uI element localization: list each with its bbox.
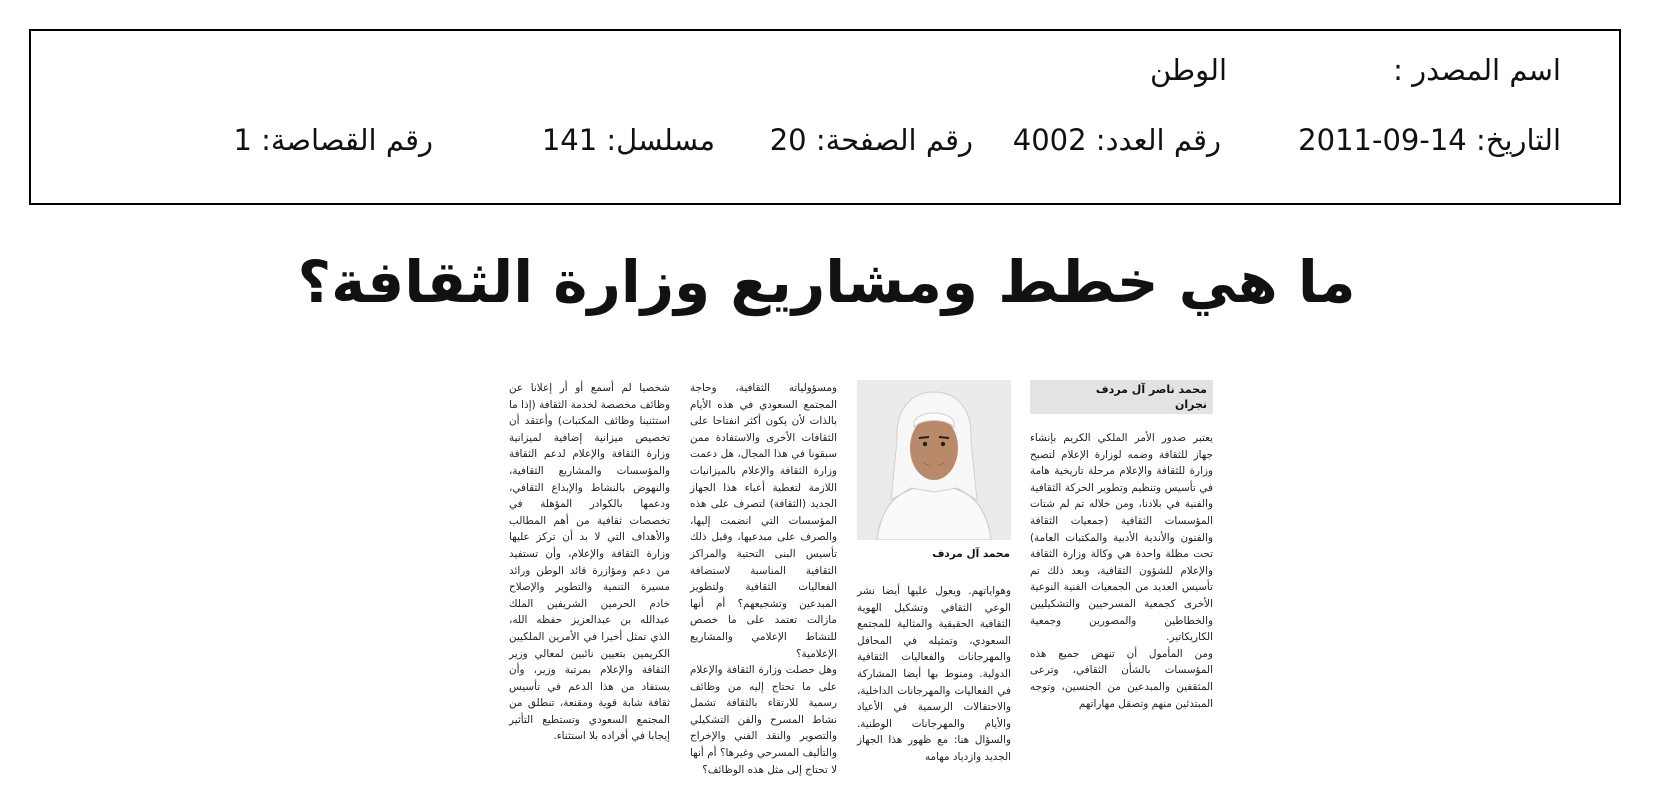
paragraph: ومسؤولياته الثقافية، وحاجة المجتمع السعودي في هذه الأيام بالذات لأن يكون أكثر انفتاحا على الثقافات الأخرى والاستفادة ممن سبقونا في هذا المجال، هل دعمت وزارة الثقافة والإعلام بالميزانيات اللازمة لتغطية أعباء هذا الجهاز الجديد (الثقافة) لتصرف على هذه المؤسسات التي انضمت إليها، والصرف على مبدعيها، وقبل ذلك تأسيس البنى التحتية والمراكز الثقافية المناسبة لاستضافة الفعاليات الثقافية ولتطوير المبدعين وتشجيعهم؟ أم أنها مازالت تعتمد على ما خصص للنشاط الإعلامي والمشاريع الإعلامية؟ xyxy=(690,382,837,660)
author-photo xyxy=(857,380,1011,540)
source-metadata-box xyxy=(29,29,1621,205)
paragraph: شخصيا لم أسمع أو أر إعلانا عن وظائف مخصصة لخدمة الثقافة (إذا ما استثنينا وظائف المكتبات) وأعتقد أن تخصيص ميزانية إضافية لميزانية وزارة الثقافة والإعلام لدعم الثقافة والمؤسسات والمشاريع الثقافية، والنهوض بالنشاط والإبداع الثقافي، ودعمها بالكوادر المؤهلة في تخصصات ثقافية من أهم المطالب والأهداف التي لا بد أن تركز عليها وزارة الثقافة والإعلام، وأن تستفيد من دعم ومؤازرة قائد الوطن ورائد مسيرة التنمية والتطوير والإصلاح خادم الحرمين الشريفين الملك عبدالله بن عبدالعزيز حفظه الله، الذي تمثل أخيرا في الأمرين الملكيين الكريمين بتعيين نائبين لمعالي وزير الثقافة والإعلام بمرتبة وزير، وأن يستفاد من هذا الدعم في تأسيس ثقافة شابة قوية ومقنعة، تنطلق من المجتمع السعودي وتستطيع التأثير إيجابا في أفراده بلا استثناء. xyxy=(509,382,670,743)
serial-field: مسلسل: 141 xyxy=(541,123,715,157)
issue-number-field: رقم العدد: 4002 xyxy=(1012,123,1221,157)
source-value: الوطن xyxy=(1149,53,1227,87)
article-column-4 xyxy=(509,380,670,745)
article-column-2 xyxy=(857,583,1011,766)
date-field: التاريخ: 14-09-2011 xyxy=(1298,123,1561,157)
author-name: محمد ناصر آل مردف xyxy=(1095,383,1207,396)
clip-number-field: رقم القصاصة: 1 xyxy=(233,123,433,157)
article-column-3 xyxy=(690,380,837,778)
photo-caption: محمد آل مردف xyxy=(932,548,1010,560)
author-city: نجران xyxy=(1174,398,1207,411)
article-column-1 xyxy=(1030,430,1213,712)
author-portrait-icon xyxy=(857,380,1011,540)
source-label: اسم المصدر : xyxy=(1393,53,1561,87)
page-number-field: رقم الصفحة: 20 xyxy=(769,123,973,157)
paragraph: وهواياتهم. ويعول عليها أيضا نشر الوعي الثقافي وتشكيل الهوية الثقافية الحقيقية والمثالية للمجتمع السعودي، وتمثيله في المحافل والمهرجانات والفعاليات الثقافية الدولية. ومنوط بها أيضا المشاركة في الفعاليات والمهرجانات الداخلية، والاحتفالات الرسمية في الأعياد والأيام والمهرجانات الوطنية. والسؤال هنا: مع ظهور هذا الجهاز الجديد وازدياد مهامه xyxy=(857,585,1011,763)
paragraph: وهل حصلت وزارة الثقافة والإعلام على ما تحتاج إليه من وظائف رسمية للارتقاء بالثقافة تشمل نشاط المسرح والفن التشكيلي والتصوير والنقد الفني والإخراج والتأليف المسرحي وغيرها؟ أم أنها لا تحتاج إلى مثل هذه الوظائف؟ xyxy=(690,664,837,776)
author-byline xyxy=(1030,380,1213,414)
article-headline: ما هي خطط ومشاريع وزارة الثقافة؟ xyxy=(297,248,1356,316)
paragraph: يعتبر صدور الأمر الملكي الكريم بإنشاء جهاز للثقافة وضمه لوزارة الإعلام لتصبح وزارة للثقافة والإعلام مرحلة تاريخية هامة في تأسيس وتنظيم وتطوير الحركة الثقافية والفنية في بلادنا، ومن خلاله تم لم شتات المؤسسات الثقافية (جمعيات الثقافة والفنون والأندية الأدبية والمكتبات العامة) تحت مظلة واحدة هي وكالة وزارة الثقافة والإعلام للشؤون الثقافية، وبعد ذلك تم تأسيس العديد من الجمعيات الفنية النوعية الأخرى كجمعية المسرحيين والتشكيليين والخطاطين والمصورين وجمعية الكاريكاتير. xyxy=(1030,432,1213,644)
paragraph: ومن المأمول أن تنهض جميع هذه المؤسسات بالشأن الثقافي، وترعى المثقفين والمبدعين من الجنسين، وتوجه المبتدئين منهم وتصقل مهاراتهم xyxy=(1030,647,1213,710)
